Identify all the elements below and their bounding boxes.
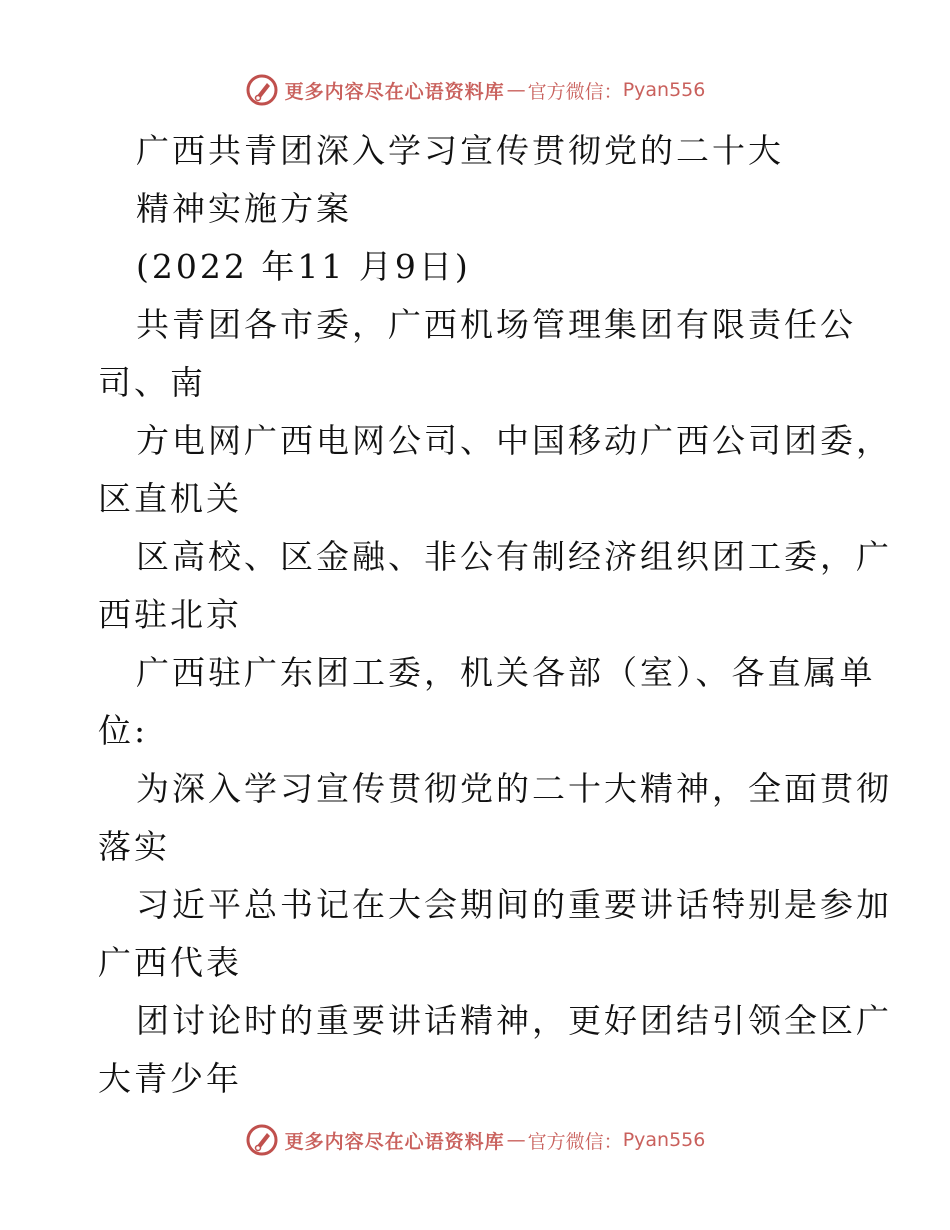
text-line: 区直机关 [98, 479, 242, 518]
text-line: 位: [98, 711, 149, 750]
text-line: (2022 年11 月9日) [136, 247, 471, 286]
pen-seal-icon [245, 73, 279, 107]
banner-brand: 更多内容尽在心语资料库 [284, 1130, 505, 1153]
banner-brand: 更多内容尽在心语资料库 [284, 80, 505, 103]
text-line: 团讨论时的重要讲话精神，更好团结引领全区广 [136, 1001, 892, 1040]
banner-separator: — [506, 1129, 526, 1151]
text-line: 落实 [98, 827, 170, 866]
text-line: 大青少年 [98, 1059, 242, 1098]
banner-label: 官方微信： [527, 80, 623, 103]
text-line: 共青团各市委，广西机场管理集团有限责任公 [136, 305, 856, 344]
text-line: 为深入学习宣传贯彻党的二十大精神，全面贯彻 [136, 769, 892, 808]
text-line: 西驻北京 [98, 595, 242, 634]
header-watermark-banner [0, 70, 950, 110]
banner-separator: — [506, 79, 526, 101]
text-line: 广西驻广东团工委，机关各部（室）、各直属单 [136, 653, 876, 692]
footer-watermark-banner [0, 1120, 950, 1160]
document-body [98, 122, 892, 1108]
text-line: 区高校、区金融、非公有制经济组织团工委，广 [136, 537, 892, 576]
banner-label: 官方微信： [527, 1130, 623, 1153]
banner-wechat-id: Pyan556 [622, 1129, 706, 1151]
text-line: 习近平总书记在大会期间的重要讲话特别是参加 [136, 885, 892, 924]
banner-wechat-id: Pyan556 [622, 79, 706, 101]
text-line: 方电网广西电网公司、中国移动广西公司团委， [136, 421, 892, 460]
text-line: 广西共青团深入学习宣传贯彻党的二十大 [136, 131, 784, 170]
text-line: 精神实施方案 [136, 189, 352, 228]
text-line: 广西代表 [98, 943, 242, 982]
text-line: 司、南 [98, 363, 206, 402]
pen-seal-icon [245, 1123, 279, 1157]
